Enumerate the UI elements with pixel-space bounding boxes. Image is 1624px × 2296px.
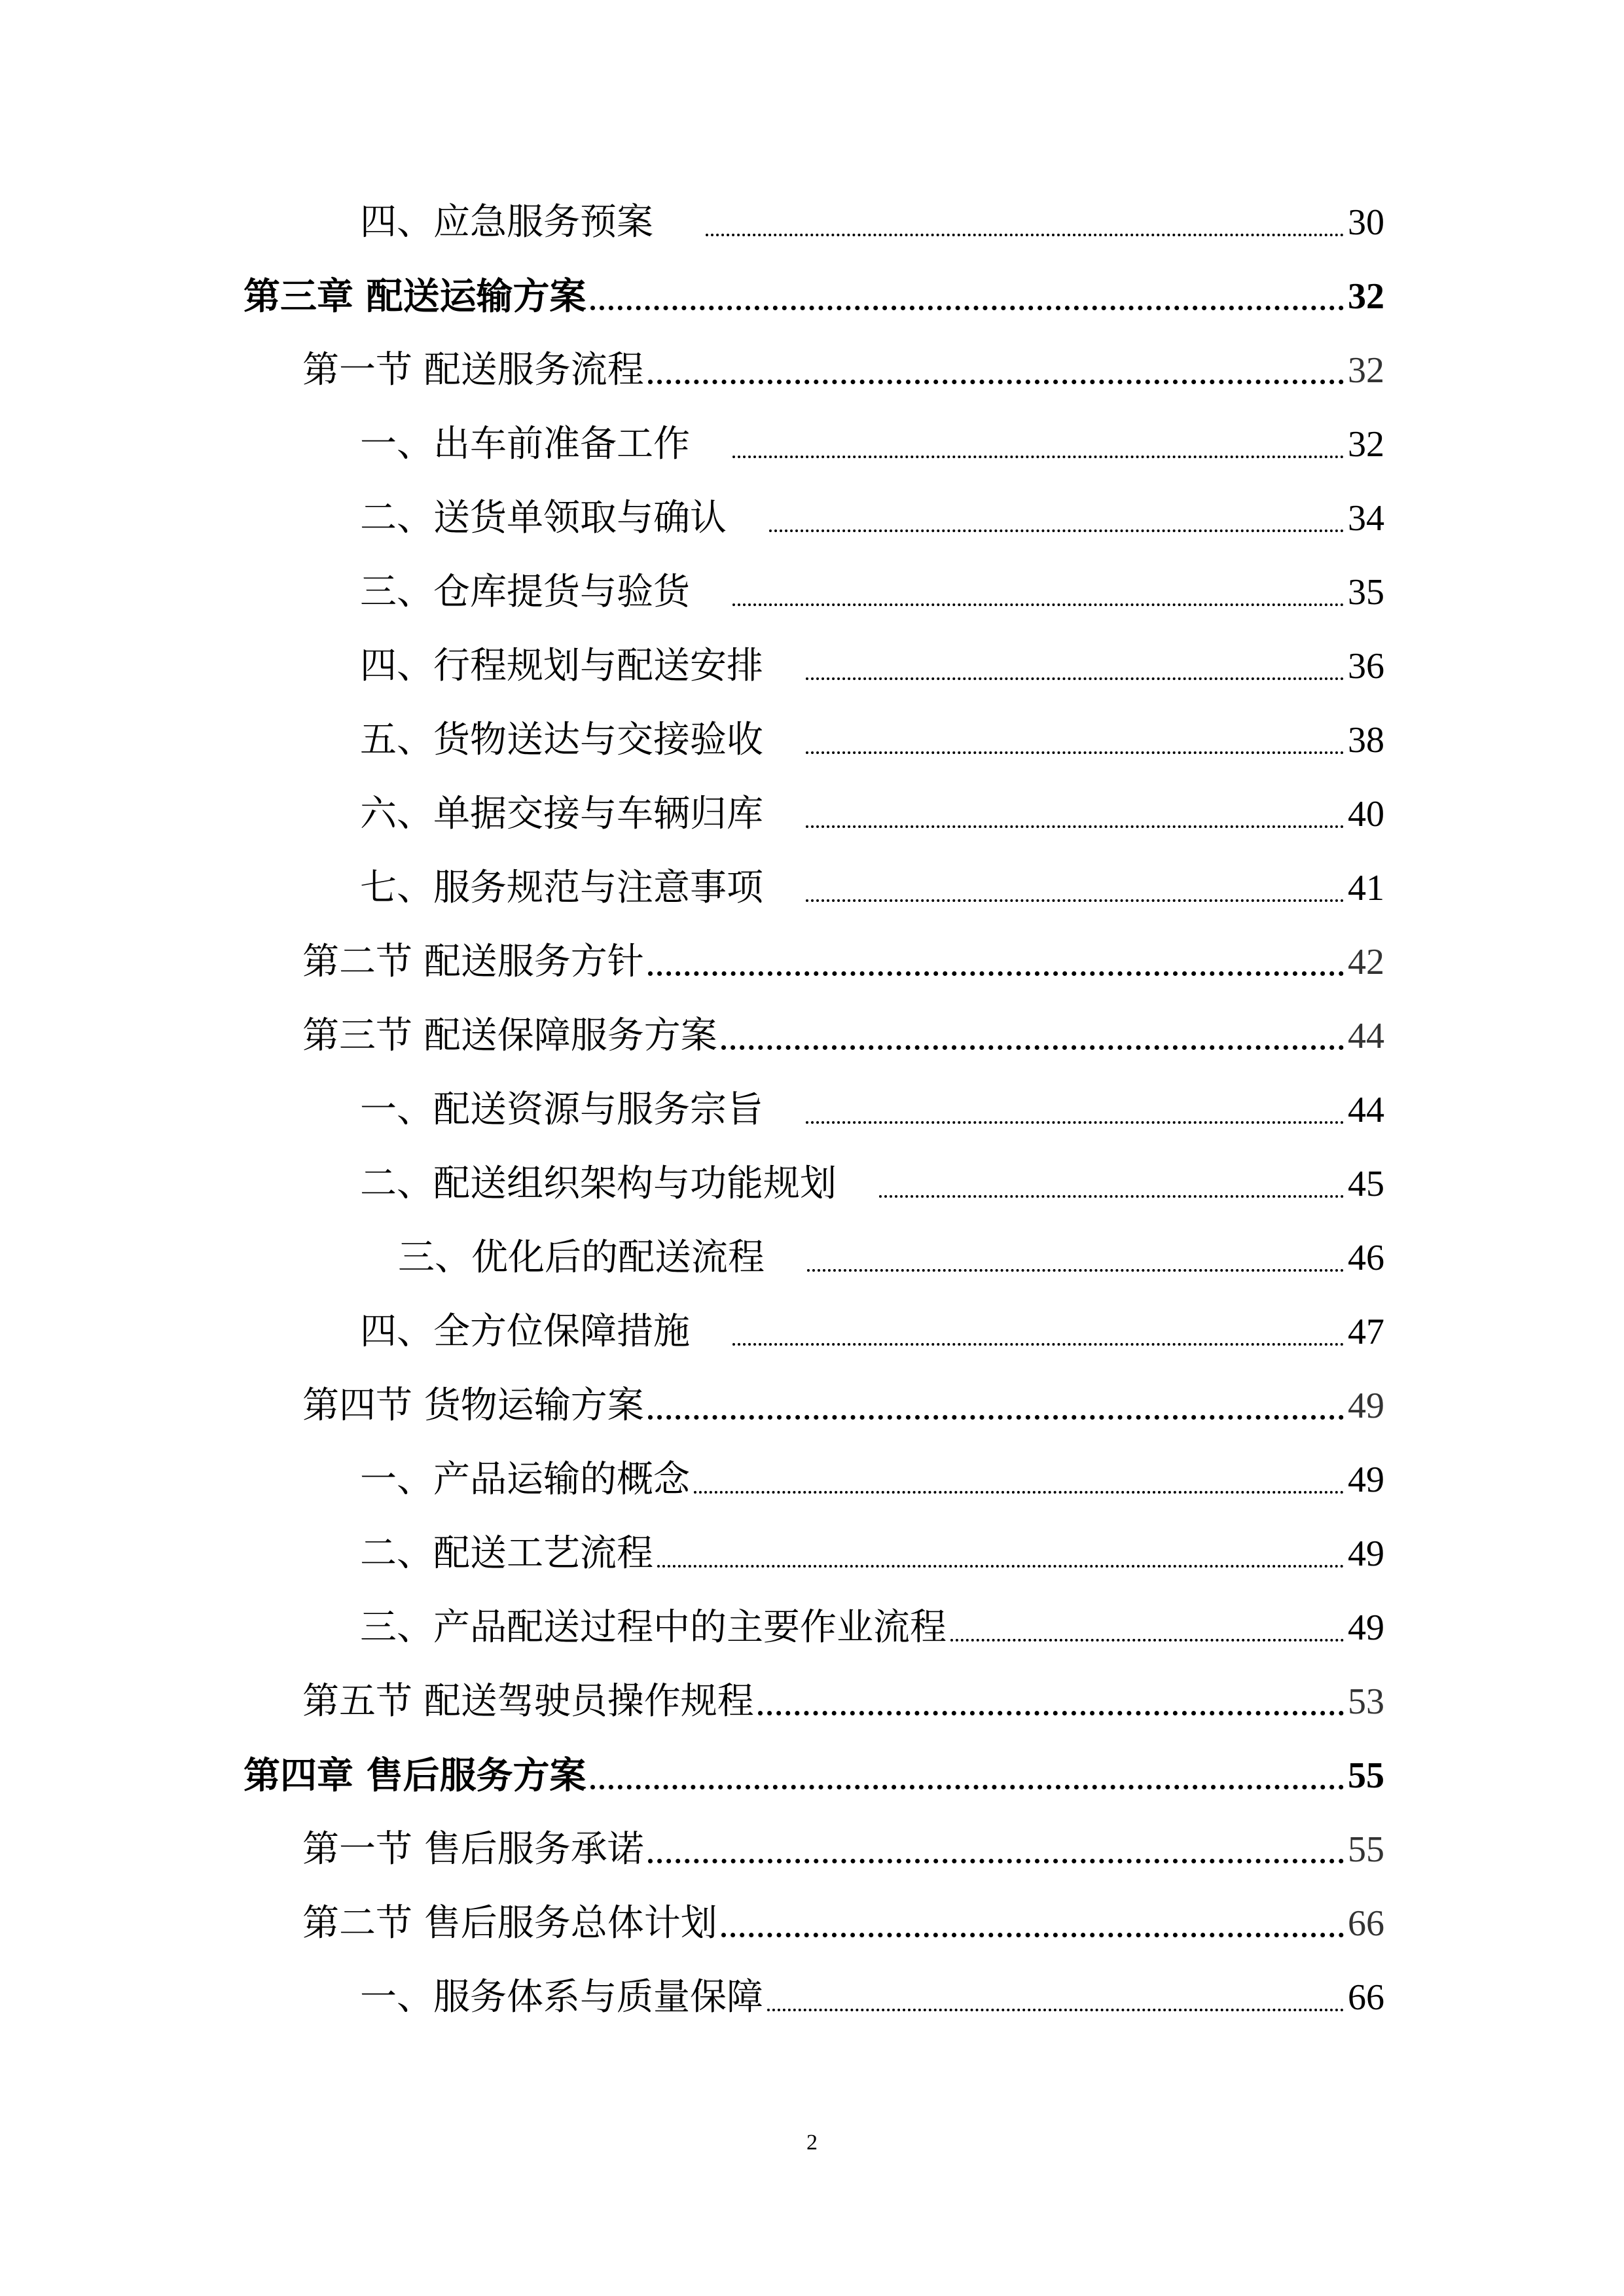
- toc-entry-page: 49: [1348, 1460, 1384, 1500]
- toc-entry[interactable]: [360, 1598, 1384, 1657]
- toc-entry[interactable]: [360, 415, 1384, 474]
- toc-leader: [767, 1968, 1344, 2027]
- toc-entry-label: 七、服务规范与注意事项: [360, 867, 763, 909]
- toc-leader: [657, 1524, 1344, 1583]
- toc-section-entry[interactable]: [302, 1007, 1384, 1066]
- toc-entry-page: 53: [1348, 1681, 1384, 1722]
- toc-entry-page: 47: [1348, 1312, 1384, 1352]
- toc-entry-page: 49: [1348, 1607, 1384, 1648]
- toc-entry[interactable]: [360, 563, 1384, 622]
- toc-entry[interactable]: [360, 1968, 1384, 2027]
- toc-leader: [648, 341, 1344, 400]
- toc-entry-label: 一、产品运输的概念: [360, 1458, 690, 1501]
- toc-entry-label: 一、服务体系与质量保障: [360, 1976, 763, 2018]
- toc-leader: [721, 1894, 1344, 1953]
- toc-entry[interactable]: [360, 193, 1384, 252]
- toc-entry-page: 32: [1348, 350, 1384, 391]
- toc-entry[interactable]: [360, 1524, 1384, 1583]
- toc-leader: [732, 415, 1344, 474]
- toc-entry-label: 一、配送资源与服务宗旨: [360, 1088, 763, 1131]
- toc-section-entry[interactable]: [302, 341, 1384, 400]
- toc-chapter-entry[interactable]: [244, 1746, 1384, 1805]
- toc-entry-label: 三、产品配送过程中的主要作业流程: [360, 1606, 947, 1649]
- toc-entry-page: 44: [1348, 1016, 1384, 1056]
- toc-entry[interactable]: [360, 1155, 1384, 1213]
- toc-entry[interactable]: [360, 637, 1384, 696]
- toc-entry-label: 第二节 配送服务方针: [302, 941, 644, 983]
- toc-entry-page: 38: [1348, 720, 1384, 761]
- toc-entry-label: 五、货物送达与交接验收: [360, 719, 763, 761]
- toc-leader: [806, 637, 1344, 696]
- toc-leader: [694, 1450, 1344, 1509]
- toc-leader: [879, 1155, 1344, 1213]
- toc-entry-label: 第一节 售后服务承诺: [302, 1828, 644, 1871]
- toc-entry-label: 三、仓库提货与验货: [360, 571, 690, 613]
- toc-leader: [706, 193, 1344, 252]
- toc-entry[interactable]: [360, 1450, 1384, 1509]
- toc-leader: [648, 933, 1344, 992]
- toc-entry[interactable]: [360, 711, 1384, 770]
- toc-entry-page: 36: [1348, 646, 1384, 687]
- toc-entry[interactable]: [360, 859, 1384, 918]
- toc-entry-label: 第二节 售后服务总体计划: [302, 1902, 717, 1945]
- toc-entry-label: 第三章 配送运输方案: [244, 275, 586, 318]
- toc-entry-label: 第四章 售后服务方案: [244, 1754, 586, 1797]
- toc-entry-label: 第一节 配送服务流程: [302, 349, 644, 391]
- toc-entry-label: 四、行程规划与配送安排: [360, 645, 763, 687]
- toc-entry-label: 第三节 配送保障服务方案: [302, 1014, 717, 1057]
- toc-leader: [732, 1302, 1344, 1361]
- toc-entry-label: 二、配送工艺流程: [360, 1532, 653, 1575]
- toc-entry-page: 49: [1348, 1386, 1384, 1426]
- toc-entry[interactable]: [360, 1081, 1384, 1139]
- toc-entry[interactable]: [360, 1302, 1384, 1361]
- toc-entry-page: 46: [1348, 1238, 1384, 1278]
- toc-entry-page: 40: [1348, 794, 1384, 834]
- toc-section-entry[interactable]: [302, 1672, 1384, 1731]
- toc-section-entry[interactable]: [302, 1376, 1384, 1435]
- toc-section-entry[interactable]: [302, 1894, 1384, 1953]
- toc-leader: [806, 1081, 1344, 1139]
- toc-entry-label: 三、优化后的配送流程: [398, 1236, 765, 1279]
- toc-leader: [769, 489, 1344, 548]
- toc-leader: [806, 859, 1344, 918]
- toc-entry-label: 二、送货单领取与确认: [360, 497, 727, 539]
- toc-entry-label: 六、单据交接与车辆归库: [360, 793, 763, 835]
- toc-leader: [732, 563, 1344, 622]
- toc-entry-label: 一、出车前准备工作: [360, 423, 690, 465]
- toc-entry-label: 四、应急服务预案: [360, 201, 653, 243]
- toc-leader: [590, 267, 1344, 326]
- toc-leader: [950, 1598, 1344, 1657]
- toc-entry-label: 二、配送组织架构与功能规划: [360, 1162, 837, 1205]
- toc-entry-page: 42: [1348, 942, 1384, 982]
- toc-leader: [807, 1229, 1344, 1287]
- toc-entry-page: 32: [1348, 424, 1384, 465]
- toc-leader: [758, 1672, 1344, 1731]
- toc-entry-page: 66: [1348, 1977, 1384, 2018]
- toc-leader: [721, 1007, 1344, 1066]
- toc-entry-page: 49: [1348, 1534, 1384, 1574]
- toc-leader: [590, 1746, 1344, 1805]
- toc-leader: [806, 785, 1344, 844]
- toc-entry-page: 30: [1348, 202, 1384, 243]
- toc-entry-label: 四、全方位保障措施: [360, 1310, 690, 1353]
- toc-entry-page: 35: [1348, 572, 1384, 613]
- toc-section-entry[interactable]: [302, 1820, 1384, 1879]
- toc-entry-page: 44: [1348, 1090, 1384, 1130]
- toc-entry-page: 45: [1348, 1164, 1384, 1204]
- toc-entry-page: 55: [1348, 1755, 1384, 1796]
- toc-entry-page: 66: [1348, 1903, 1384, 1944]
- toc-entry-label: 第四节 货物运输方案: [302, 1384, 644, 1427]
- toc-entry-label: 第五节 配送驾驶员操作规程: [302, 1680, 754, 1723]
- toc-entry[interactable]: [360, 785, 1384, 844]
- toc-entry-page: 41: [1348, 868, 1384, 908]
- toc-leader: [648, 1820, 1344, 1879]
- toc-entry[interactable]: [398, 1229, 1384, 1287]
- toc-entry[interactable]: [360, 489, 1384, 548]
- toc-leader: [806, 711, 1344, 770]
- page-number: 2: [806, 2130, 818, 2155]
- toc-entry-page: 32: [1348, 276, 1384, 317]
- toc-chapter-entry[interactable]: [244, 267, 1384, 326]
- toc-section-entry[interactable]: [302, 933, 1384, 992]
- toc-leader: [648, 1376, 1344, 1435]
- toc-entry-page: 34: [1348, 498, 1384, 539]
- toc-entry-page: 55: [1348, 1829, 1384, 1870]
